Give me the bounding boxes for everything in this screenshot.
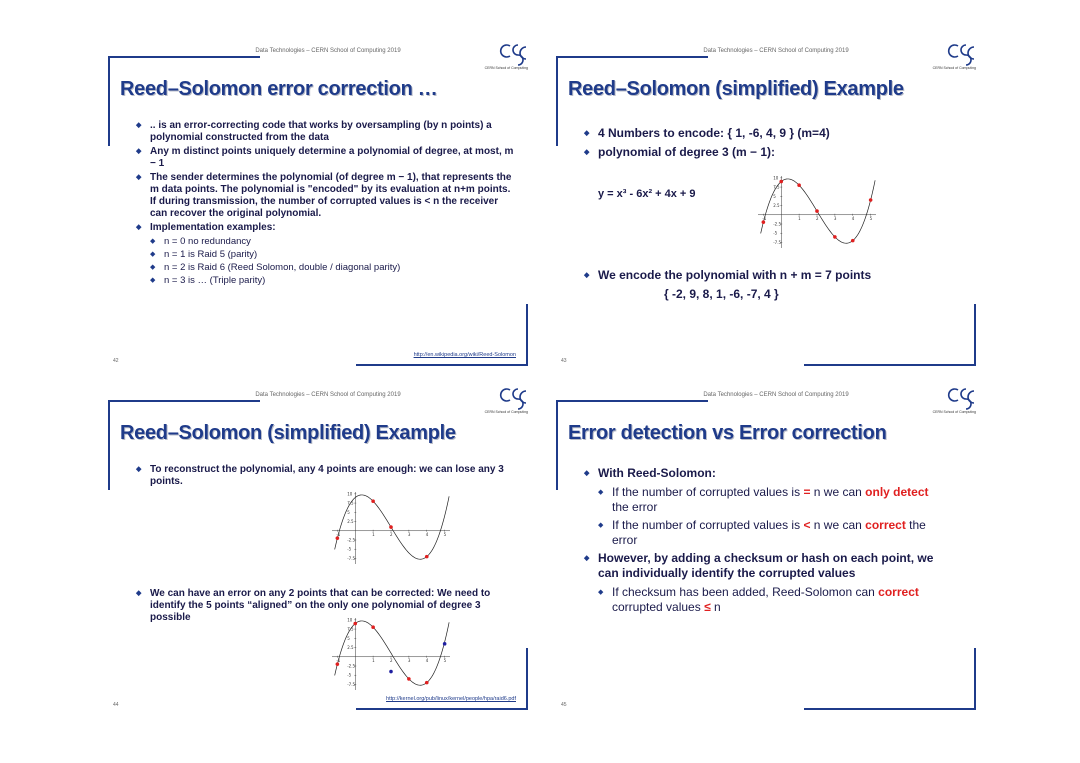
- reconstruct-chart: [326, 488, 456, 568]
- x-tick-label: -1: [336, 531, 341, 537]
- y-tick-label: 7.5: [773, 184, 780, 190]
- x-tick-label: 4: [425, 657, 429, 663]
- bullet: ◆ We can have an error on any 2 points that can be corrected: We need to identify the 5 points “aligned” on the only one polynomial of degree 3 possible: [136, 588, 516, 624]
- sub-bullet: ◆ n = 0 no redundancy: [136, 236, 516, 248]
- y-tick-label: 10: [773, 175, 779, 181]
- slide-title: Reed–Solomon (simplified) Example: [120, 422, 456, 444]
- slide-frame-left: [108, 56, 110, 146]
- y-tick-label: 7.5: [347, 500, 354, 506]
- slide-44: [108, 392, 528, 710]
- slide-43: [556, 48, 976, 366]
- error-point: [443, 642, 447, 646]
- x-tick-label: 2: [390, 531, 393, 537]
- bullet: ◆ However, by adding a checksum or hash on each point, we can individually identify the corrupted values: [584, 551, 944, 581]
- slide-frame-corner: [804, 648, 976, 710]
- y-tick-label: -2.5: [347, 537, 356, 543]
- slide-body: [584, 466, 944, 618]
- error-point: [389, 670, 393, 674]
- slide-frame-top: [556, 400, 708, 412]
- logo-subtitle: CERN School of Computing: [484, 66, 528, 70]
- y-tick-label: 7.5: [347, 626, 354, 632]
- data-point: [371, 625, 375, 629]
- page-number: 42: [113, 358, 119, 364]
- data-point: [815, 209, 819, 213]
- data-point: [851, 239, 855, 243]
- page-number: 43: [561, 358, 567, 364]
- data-point: [353, 622, 357, 626]
- slide-header: Data Technologies – CERN School of Computing 2019: [703, 392, 849, 398]
- y-tick-label: -5: [773, 230, 778, 236]
- y-tick-label: 10: [347, 617, 353, 623]
- x-tick-label: 5: [443, 531, 447, 537]
- page-number: 44: [113, 702, 119, 708]
- error-correction-chart: [326, 614, 456, 694]
- sub-bullet: ◆ n = 1 is Raid 5 (parity): [136, 249, 516, 261]
- x-tick-label: 1: [798, 215, 801, 221]
- y-tick-label: -7.5: [347, 681, 356, 687]
- logo-subtitle: CERN School of Computing: [932, 410, 976, 414]
- sub-bullet: ◆ If the number of corrupted values is = n we can only detect the error: [584, 485, 944, 515]
- y-tick-label: 2.5: [773, 203, 780, 209]
- bullet: ◆ To reconstruct the polynomial, any 4 points are enough: we can lose any 3 points.: [136, 464, 516, 488]
- y-tick-label: 10: [347, 491, 353, 497]
- x-tick-label: 2: [390, 657, 393, 663]
- data-point: [425, 555, 429, 559]
- x-tick-label: 5: [443, 657, 447, 663]
- y-tick-label: 5: [773, 193, 776, 199]
- sub-bullet: ◆ If checksum has been added, Reed-Solomon can correct corrupted values ≤ n: [584, 585, 944, 615]
- data-point: [389, 525, 393, 529]
- bullet: ◆ .. is an error-correcting code that works by oversampling (by n points) a polynomial constructed from the data: [136, 120, 516, 144]
- x-tick-label: 4: [425, 531, 429, 537]
- x-tick-label: 4: [851, 215, 855, 221]
- y-tick-label: -2.5: [347, 663, 356, 669]
- slide-frame-top: [556, 56, 708, 68]
- data-point: [336, 536, 340, 540]
- slide-title: Error detection vs Error correction: [568, 422, 887, 444]
- slide-header: Data Technologies – CERN School of Computing 2019: [255, 48, 401, 54]
- slide-body: [136, 120, 516, 288]
- page-number: 45: [561, 702, 567, 708]
- data-point: [425, 681, 429, 685]
- data-point: [336, 662, 340, 666]
- reference-link[interactable]: http://en.wikipedia.org/wiki/Reed-Solomon: [413, 352, 516, 358]
- y-tick-label: -5: [347, 672, 352, 678]
- polynomial-formula: y = x³ - 6x² + 4x + 9: [598, 188, 696, 200]
- slide-frame-corner: [804, 304, 976, 366]
- x-tick-label: 3: [833, 215, 837, 221]
- encoded-points: { -2, 9, 8, 1, -6, -7, 4 }: [664, 287, 779, 301]
- bullet: ◆ We encode the polynomial with n + m = 7 points: [584, 268, 964, 283]
- logo-subtitle: CERN School of Computing: [484, 410, 528, 414]
- bullet: ◆ polynomial of degree 3 (m − 1):: [584, 145, 964, 160]
- y-tick-label: -7.5: [347, 555, 356, 561]
- data-point: [371, 499, 375, 503]
- slide-frame-top: [108, 400, 260, 412]
- slide-frame-left: [556, 56, 558, 146]
- slide-45: [556, 392, 976, 710]
- bullet: ◆ With Reed-Solomon:: [584, 466, 944, 481]
- x-tick-label: -1: [336, 657, 341, 663]
- slide-frame-left: [556, 400, 558, 490]
- bullet: ◆ The sender determines the polynomial (of degree m − 1), that represents the m data points. The polynomial is "encoded" by its evaluation at n+m points. If during transmission, the number of corrupted values is < n the receiver can recover the original polynomial.: [136, 172, 516, 220]
- slide-body-bottom: [584, 268, 964, 301]
- slide-title: Reed–Solomon (simplified) Example: [568, 78, 904, 100]
- y-tick-label: 2.5: [347, 519, 354, 525]
- sub-bullet: ◆ n = 2 is Raid 6 (Reed Solomon, double / diagonal parity): [136, 262, 516, 274]
- y-tick-label: 5: [347, 635, 350, 641]
- x-tick-label: 3: [407, 531, 411, 537]
- logo-subtitle: CERN School of Computing: [932, 66, 976, 70]
- polynomial-chart: [752, 172, 882, 252]
- y-tick-label: -2.5: [773, 221, 782, 227]
- reference-link[interactable]: http://kernel.org/pub/linux/kernel/people/hpa/raid6.pdf: [386, 696, 516, 702]
- slide-header: Data Technologies – CERN School of Computing 2019: [703, 48, 849, 54]
- slide-body: [584, 126, 964, 164]
- x-tick-label: 2: [816, 215, 819, 221]
- sub-bullet: ◆ If the number of corrupted values is < n we can correct the error: [584, 518, 944, 548]
- slide-frame-top: [108, 56, 260, 68]
- x-tick-label: 3: [407, 657, 411, 663]
- bullet: ◆ Any m distinct points uniquely determine a polynomial of degree, at most, m − 1: [136, 146, 516, 170]
- x-tick-label: 1: [372, 657, 375, 663]
- slide-title: Reed–Solomon error correction …: [120, 78, 438, 100]
- data-point: [779, 180, 783, 184]
- x-tick-label: 5: [869, 215, 873, 221]
- slide-frame-left: [108, 400, 110, 490]
- data-point: [762, 220, 766, 224]
- bullet: ◆ Implementation examples:: [136, 222, 516, 234]
- slide-body: [136, 464, 516, 490]
- slide-header: Data Technologies – CERN School of Computing 2019: [255, 392, 401, 398]
- y-tick-label: -5: [347, 546, 352, 552]
- x-tick-label: -1: [762, 215, 767, 221]
- y-tick-label: -7.5: [773, 239, 782, 245]
- bullet: ◆ 4 Numbers to encode: { 1, -6, 4, 9 } (m=4): [584, 126, 964, 141]
- sub-bullet: ◆ n = 3 is … (Triple parity): [136, 275, 516, 287]
- data-point: [797, 183, 801, 187]
- data-point: [833, 235, 837, 239]
- x-tick-label: 1: [372, 531, 375, 537]
- slide-42: [108, 48, 528, 366]
- y-tick-label: 5: [347, 509, 350, 515]
- y-tick-label: 2.5: [347, 645, 354, 651]
- data-point: [407, 677, 411, 681]
- data-point: [869, 198, 873, 202]
